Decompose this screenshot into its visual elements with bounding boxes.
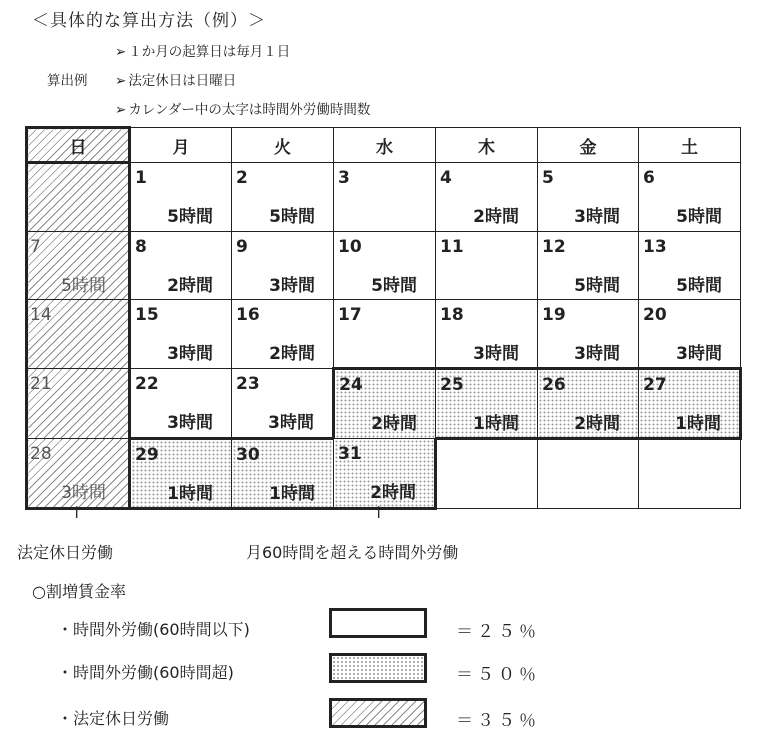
calendar-day-cell bbox=[232, 439, 334, 509]
day-number: 29 bbox=[135, 445, 159, 465]
legend-swatch-dotted bbox=[329, 653, 427, 683]
day-number: 17 bbox=[338, 305, 362, 325]
calendar-day-cell bbox=[538, 439, 639, 509]
overtime-hours: 5時間 bbox=[167, 207, 213, 227]
calendar-week bbox=[27, 163, 741, 232]
overtime-hours: 5時間 bbox=[269, 207, 315, 227]
calendar-day-cell bbox=[639, 439, 741, 509]
calendar-day-cell bbox=[232, 369, 334, 439]
day-number: 4 bbox=[440, 168, 452, 188]
day-number: 19 bbox=[542, 305, 566, 325]
day-number: 10 bbox=[338, 237, 362, 257]
day-number: 2 bbox=[236, 168, 248, 188]
day-number: 3 bbox=[338, 168, 350, 188]
weekday-header-thursday: 木 bbox=[436, 128, 538, 163]
calendar-day-cell bbox=[334, 163, 436, 232]
example-line-3 bbox=[115, 98, 370, 118]
day-number: 26 bbox=[542, 375, 566, 395]
overtime-hours: 5時間 bbox=[574, 276, 620, 296]
calendar-week bbox=[27, 300, 741, 369]
calendar-day-cell bbox=[27, 439, 130, 509]
overtime-hours: 3時間 bbox=[61, 483, 106, 503]
overtime-hours: 1時間 bbox=[675, 414, 721, 434]
example-line-1 bbox=[115, 40, 290, 60]
day-number: 15 bbox=[135, 305, 159, 325]
calendar-day-cell bbox=[538, 300, 639, 369]
legend-swatch-plain bbox=[329, 608, 427, 638]
weekday-header-tuesday: 火 bbox=[232, 128, 334, 163]
day-number: 30 bbox=[236, 445, 260, 465]
overtime-hours: 2時間 bbox=[167, 276, 213, 296]
day-number: 14 bbox=[30, 305, 52, 325]
bullet-icon: ➢ bbox=[115, 102, 127, 118]
overtime-hours: 3時間 bbox=[574, 344, 620, 364]
overtime-hours: 3時間 bbox=[574, 207, 620, 227]
day-number: 8 bbox=[135, 237, 147, 257]
calendar-day-cell bbox=[436, 232, 538, 300]
overtime-hours: 3時間 bbox=[676, 344, 722, 364]
overtime-hours: 2時間 bbox=[574, 414, 620, 434]
example-line-text: カレンダー中の太字は時間外労働時間数 bbox=[128, 102, 371, 118]
legend-label-holiday: ・法定休日労働 bbox=[57, 709, 170, 728]
day-number: 12 bbox=[542, 237, 566, 257]
day-number: 28 bbox=[30, 444, 52, 464]
page-title: ＜具体的な算出方法（例）＞ bbox=[32, 11, 266, 31]
day-number: 20 bbox=[643, 305, 667, 325]
calendar-day-cell bbox=[334, 300, 436, 369]
overtime-hours: 3時間 bbox=[167, 344, 213, 364]
day-number: 22 bbox=[135, 374, 159, 394]
legend-rate-overtime-under60: ＝２５％ bbox=[456, 622, 540, 642]
day-number: 18 bbox=[440, 305, 464, 325]
overtime-hours: 5時間 bbox=[676, 276, 722, 296]
day-number: 7 bbox=[30, 237, 41, 257]
arrow-up-icon: ↑ bbox=[372, 503, 386, 522]
calendar-day-cell bbox=[436, 300, 538, 369]
calendar-day-cell bbox=[334, 439, 436, 509]
holiday-work-label: 法定休日労働 bbox=[17, 543, 114, 562]
overtime-hours: 2時間 bbox=[371, 414, 417, 434]
calendar-day-cell bbox=[639, 232, 741, 300]
overtime-hours: 3時間 bbox=[269, 276, 315, 296]
calendar-week bbox=[27, 232, 741, 300]
calendar-day-cell bbox=[436, 439, 538, 509]
calendar-day-cell bbox=[130, 300, 232, 369]
legend-label-overtime-under60: ・時間外労働(60時間以下) bbox=[57, 620, 250, 639]
day-number: 24 bbox=[339, 375, 363, 395]
legend-label-overtime-over60: ・時間外労働(60時間超) bbox=[57, 663, 234, 682]
calendar-day-cell bbox=[27, 369, 130, 439]
legend-swatch-hatched bbox=[329, 698, 427, 728]
bullet-icon: ➢ bbox=[115, 44, 127, 60]
calendar-day-cell bbox=[27, 163, 130, 232]
day-number: 21 bbox=[30, 374, 52, 394]
arrow-up-icon: ↑ bbox=[70, 503, 84, 522]
calendar-day-cell bbox=[639, 369, 741, 439]
calendar-day-cell bbox=[130, 369, 232, 439]
weekday-header-saturday: 土 bbox=[639, 128, 741, 163]
calendar bbox=[25, 126, 742, 510]
weekday-header-sunday: 日 bbox=[27, 128, 130, 163]
calendar-day-cell bbox=[27, 300, 130, 369]
day-number: 27 bbox=[643, 375, 667, 395]
day-number: 9 bbox=[236, 237, 248, 257]
calendar-day-cell bbox=[538, 163, 639, 232]
example-line-2 bbox=[115, 69, 236, 89]
weekday-header-wednesday: 水 bbox=[334, 128, 436, 163]
calendar-day-cell bbox=[436, 163, 538, 232]
bullet-icon: ➢ bbox=[115, 73, 127, 89]
calendar-day-cell bbox=[130, 163, 232, 232]
legend-rate-overtime-over60: ＝５０％ bbox=[456, 665, 540, 685]
day-number: 23 bbox=[236, 374, 260, 394]
calendar-day-cell bbox=[538, 232, 639, 300]
day-number: 31 bbox=[338, 444, 362, 464]
overtime-hours: 2時間 bbox=[473, 207, 519, 227]
overtime-hours: 1時間 bbox=[269, 484, 315, 504]
calendar-day-cell bbox=[639, 163, 741, 232]
calendar-week bbox=[27, 439, 741, 509]
calendar-day-cell bbox=[334, 232, 436, 300]
overtime-hours: 3時間 bbox=[473, 344, 519, 364]
day-number: 1 bbox=[135, 168, 147, 188]
day-number: 16 bbox=[236, 305, 260, 325]
calendar-day-cell bbox=[639, 300, 741, 369]
overtime-hours: 1時間 bbox=[167, 484, 213, 504]
example-line-text: １か月の起算日は毎月１日 bbox=[128, 44, 291, 60]
day-number: 25 bbox=[440, 375, 464, 395]
example-label: 算出例 bbox=[47, 73, 88, 89]
overtime-hours: 3時間 bbox=[167, 413, 213, 433]
overtime-hours: 5時間 bbox=[371, 276, 417, 296]
weekday-header-row bbox=[27, 128, 741, 163]
overtime-hours: 2時間 bbox=[269, 344, 315, 364]
weekday-header-monday: 月 bbox=[130, 128, 232, 163]
calendar-day-cell bbox=[232, 300, 334, 369]
over60-work-label: 月60時間を超える時間外労働 bbox=[246, 543, 459, 562]
calendar-day-cell bbox=[232, 232, 334, 300]
calendar-day-cell bbox=[232, 163, 334, 232]
overtime-hours: 5時間 bbox=[676, 207, 722, 227]
calendar-day-cell bbox=[436, 369, 538, 439]
day-number: 5 bbox=[542, 168, 554, 188]
overtime-hours: 2時間 bbox=[370, 483, 416, 503]
overtime-hours: 5時間 bbox=[61, 276, 106, 296]
overtime-hours: 1時間 bbox=[473, 414, 519, 434]
calendar-day-cell bbox=[334, 369, 436, 439]
calendar-week bbox=[27, 369, 741, 439]
day-number: 11 bbox=[440, 237, 464, 257]
calendar-day-cell bbox=[130, 439, 232, 509]
weekday-header-friday: 金 bbox=[538, 128, 639, 163]
legend-rate-holiday: ＝３５％ bbox=[456, 711, 540, 731]
calendar-day-cell bbox=[130, 232, 232, 300]
day-number: 6 bbox=[643, 168, 655, 188]
calendar-day-cell bbox=[538, 369, 639, 439]
legend-heading: ○割増賃金率 bbox=[32, 582, 126, 601]
calendar-day-cell bbox=[27, 232, 130, 300]
day-number: 13 bbox=[643, 237, 667, 257]
example-line-text: 法定休日は日曜日 bbox=[128, 73, 237, 89]
overtime-hours: 3時間 bbox=[268, 413, 314, 433]
